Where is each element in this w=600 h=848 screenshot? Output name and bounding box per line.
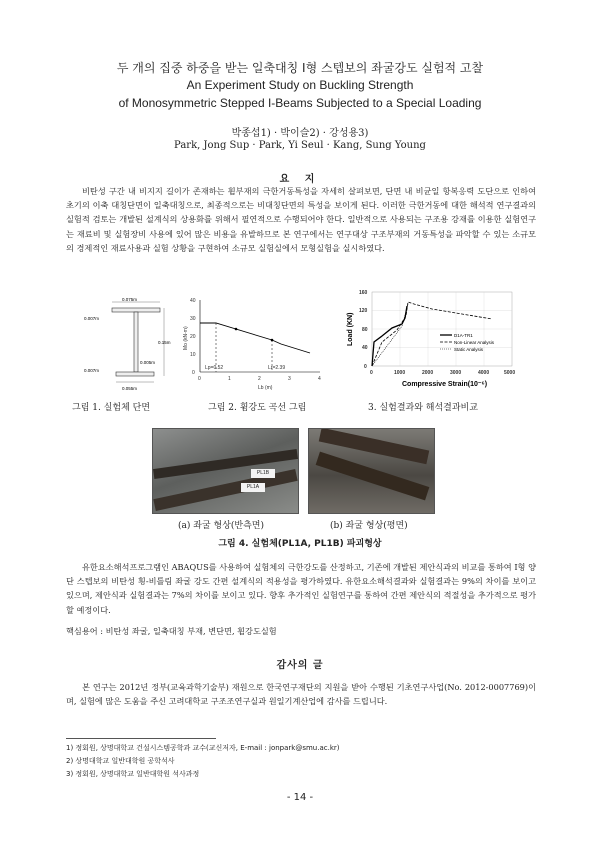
fig3-series-test xyxy=(372,306,407,366)
top-flange xyxy=(112,308,160,312)
dim-top-thick: 0.007m xyxy=(84,316,100,321)
fig3-ytick: 80 xyxy=(362,327,368,333)
fig3-ytick: 0 xyxy=(364,364,367,370)
fig2-ytick-10: 10 xyxy=(190,352,196,358)
fig2-xtick-3: 3 xyxy=(288,376,291,382)
title-korean: 두 개의 집중 하중을 받는 일축대칭 I형 스텝보의 좌굴강도 실험적 고찰 xyxy=(116,61,484,75)
figure4-caption: 그림 4. 실험체(PL1A, PL1B) 파괴형상 xyxy=(218,539,382,549)
fig2-ytick-20: 20 xyxy=(190,334,196,340)
keywords: 핵심용어 : 비탄성 좌굴, 일축대칭 부재, 변단면, 휨강도실험 xyxy=(66,626,277,636)
fig3-legend-item: Static Analysis xyxy=(454,347,484,352)
fig2-xtick-0: 0 xyxy=(198,376,201,382)
fig3-xtick: 4000 xyxy=(478,370,490,376)
footnote-rule xyxy=(66,738,216,739)
figure1-caption: 그림 1. 실험체 단면 xyxy=(72,403,151,413)
bottom-flange xyxy=(116,372,154,376)
fig3-xtick: 3000 xyxy=(450,370,462,376)
acknowledgement-text: 본 연구는 2012년 정부(교육과학기술부) 재원으로 한국연구재단의 지원을 받아 수행된 기초연구사업(No. 2012-0007769)이며, 실험에 많은 도움을 주신 고려대학교 구조조연구실과 원일기계산업에 감사를 드립니다. xyxy=(66,682,536,707)
figure4-sub-b: (b) 좌굴 형상(평면) xyxy=(330,521,408,531)
dim-bottom-thick: 0.007m xyxy=(84,368,100,373)
title-english-line2: of Monosymmetric Stepped I-Beams Subjected to a Special Loading xyxy=(118,96,482,110)
footnote-2: 2) 상명대학교 일반대학원 공학석사 xyxy=(66,757,175,765)
figure1-cross-section xyxy=(82,294,174,394)
figure4-photo-a xyxy=(152,428,299,514)
figure3-chart xyxy=(342,286,522,394)
authors-english: Park, Jong Sup · Park, Yi Seul · Kang, Sung Young xyxy=(174,140,426,151)
fig2-annot-lp: Lp=0.52 xyxy=(205,365,224,371)
fig3-legend-item: Non-Linear Analysis xyxy=(454,340,495,345)
fig2-ylabel: Mo (kN-m) xyxy=(183,326,189,350)
dim-web-thick: 0.005m xyxy=(140,360,156,365)
fig3-xtick: 0 xyxy=(370,370,373,376)
fig3-xtick: 1000 xyxy=(394,370,406,376)
fig3-legend-item: D1A-TR1 xyxy=(454,333,473,338)
fig2-point xyxy=(235,328,238,331)
dim-top-width: 0.075m xyxy=(122,297,138,302)
web xyxy=(134,312,138,372)
footnote-1: 1) 정회원, 상명대학교 건설시스템공학과 교수(교신저자, E-mail : jonpark@smu.ac.kr) xyxy=(66,744,340,752)
fig3-series-nonlinear xyxy=(372,302,492,366)
fig2-annot-lr: Lr=2.39 xyxy=(268,365,286,371)
fig3-ytick: 120 xyxy=(359,308,368,314)
fig3-xlabel: Compressive Strain(10⁻⁶) xyxy=(402,381,488,388)
figure2-caption: 그림 2. 휨강도 곡선 그림 xyxy=(208,403,307,413)
authors-korean: 박종섭1) · 박이슬2) · 강성용3) xyxy=(231,128,369,139)
fig2-ytick-0: 0 xyxy=(192,370,195,376)
fig3-ytick: 160 xyxy=(359,290,368,296)
fig3-xtick: 2000 xyxy=(422,370,434,376)
specimen-label-pl1b: PL1B xyxy=(251,469,275,478)
dim-bottom-width: 0.055m xyxy=(122,386,138,391)
title-english-line1: An Experiment Study on Buckling Strength xyxy=(186,78,414,92)
figure4-sub-a: (a) 좌굴 형상(반측면) xyxy=(178,521,264,531)
fig2-xtick-1: 1 xyxy=(228,376,231,382)
fig3-ylabel: Load (KN) xyxy=(347,312,354,346)
figure4-photo-b xyxy=(308,428,435,514)
fig2-xlabel: Lb (m) xyxy=(258,385,273,391)
fig2-xtick-2: 2 xyxy=(258,376,261,382)
footnote-3: 3) 정회원, 상명대학교 일반대학원 석사과정 xyxy=(66,770,200,778)
abstract-heading: 요 지 xyxy=(279,174,321,185)
fig2-curve xyxy=(200,323,310,353)
figure2-chart xyxy=(180,292,330,392)
figure3-caption: 3. 실험결과와 해석결과비교 xyxy=(368,403,478,413)
fig3-xtick: 5000 xyxy=(504,370,516,376)
fig2-ytick-30: 30 xyxy=(190,316,196,322)
fig3-series-static xyxy=(372,304,408,366)
dim-height: 0.15m xyxy=(158,340,171,345)
specimen-label-pl1a: PL1A xyxy=(241,483,265,492)
abstract-text: 비탄성 구간 내 비지지 길이가 존재하는 휨부재의 극한거동특성을 자세히 살펴보면, 단면 내 비균일 항복응력 도단으로 인하여 초기의 이축 대칭단면이 일축대칭으로, 최종적으로는 비대칭단면의 특성을 보이게 된다. 이러한 극한거동에 대한 해석적 연구결과의 실험적 검토는 개발된 설계식의 상용화를 위해서 필연적으로 수행되어야 한다. 일반적으로 사용되는 구조용 강재를 이용한 실험연구는 재료비 및 실험장비 사용에 있어 많은 비용을 유발하므로 본 연구에서는 연구대상 구조부재의 거동특성을 파악할 수 있는 소규모의 경제적인 재료사용과 실험 상황을 구현하여 소규모 실험실에서 모형실험을 실시하였다. xyxy=(66,186,536,253)
fig3-ytick: 40 xyxy=(362,345,368,351)
page-number: - 14 - xyxy=(286,792,314,803)
body-paragraph: 유한요소해석프로그램인 ABAQUS를 사용하여 실험체의 극한강도를 산정하고, 기존에 개발된 제안식과의 비교를 통하여 I형 양단 스텝보의 비탄성 횡-비틀림 좌굴 강도 간편 설계식의 적용성을 평가하였다. 유한요소해석결과와 실험결과는 9%의 차이를 보이고 있으며, 제안식과 실험결과는 7%의 차이를 보이고 있다. 향후 추가적인 실험연구를 통하여 간편 제안식의 적절성을 추가적으로 평가할 예정이다. xyxy=(66,562,536,615)
fig2-point xyxy=(271,339,274,342)
fig2-ytick-40: 40 xyxy=(190,298,196,304)
fig2-xtick-4: 4 xyxy=(318,376,321,382)
acknowledgement-heading: 감사의 글 xyxy=(276,660,324,671)
